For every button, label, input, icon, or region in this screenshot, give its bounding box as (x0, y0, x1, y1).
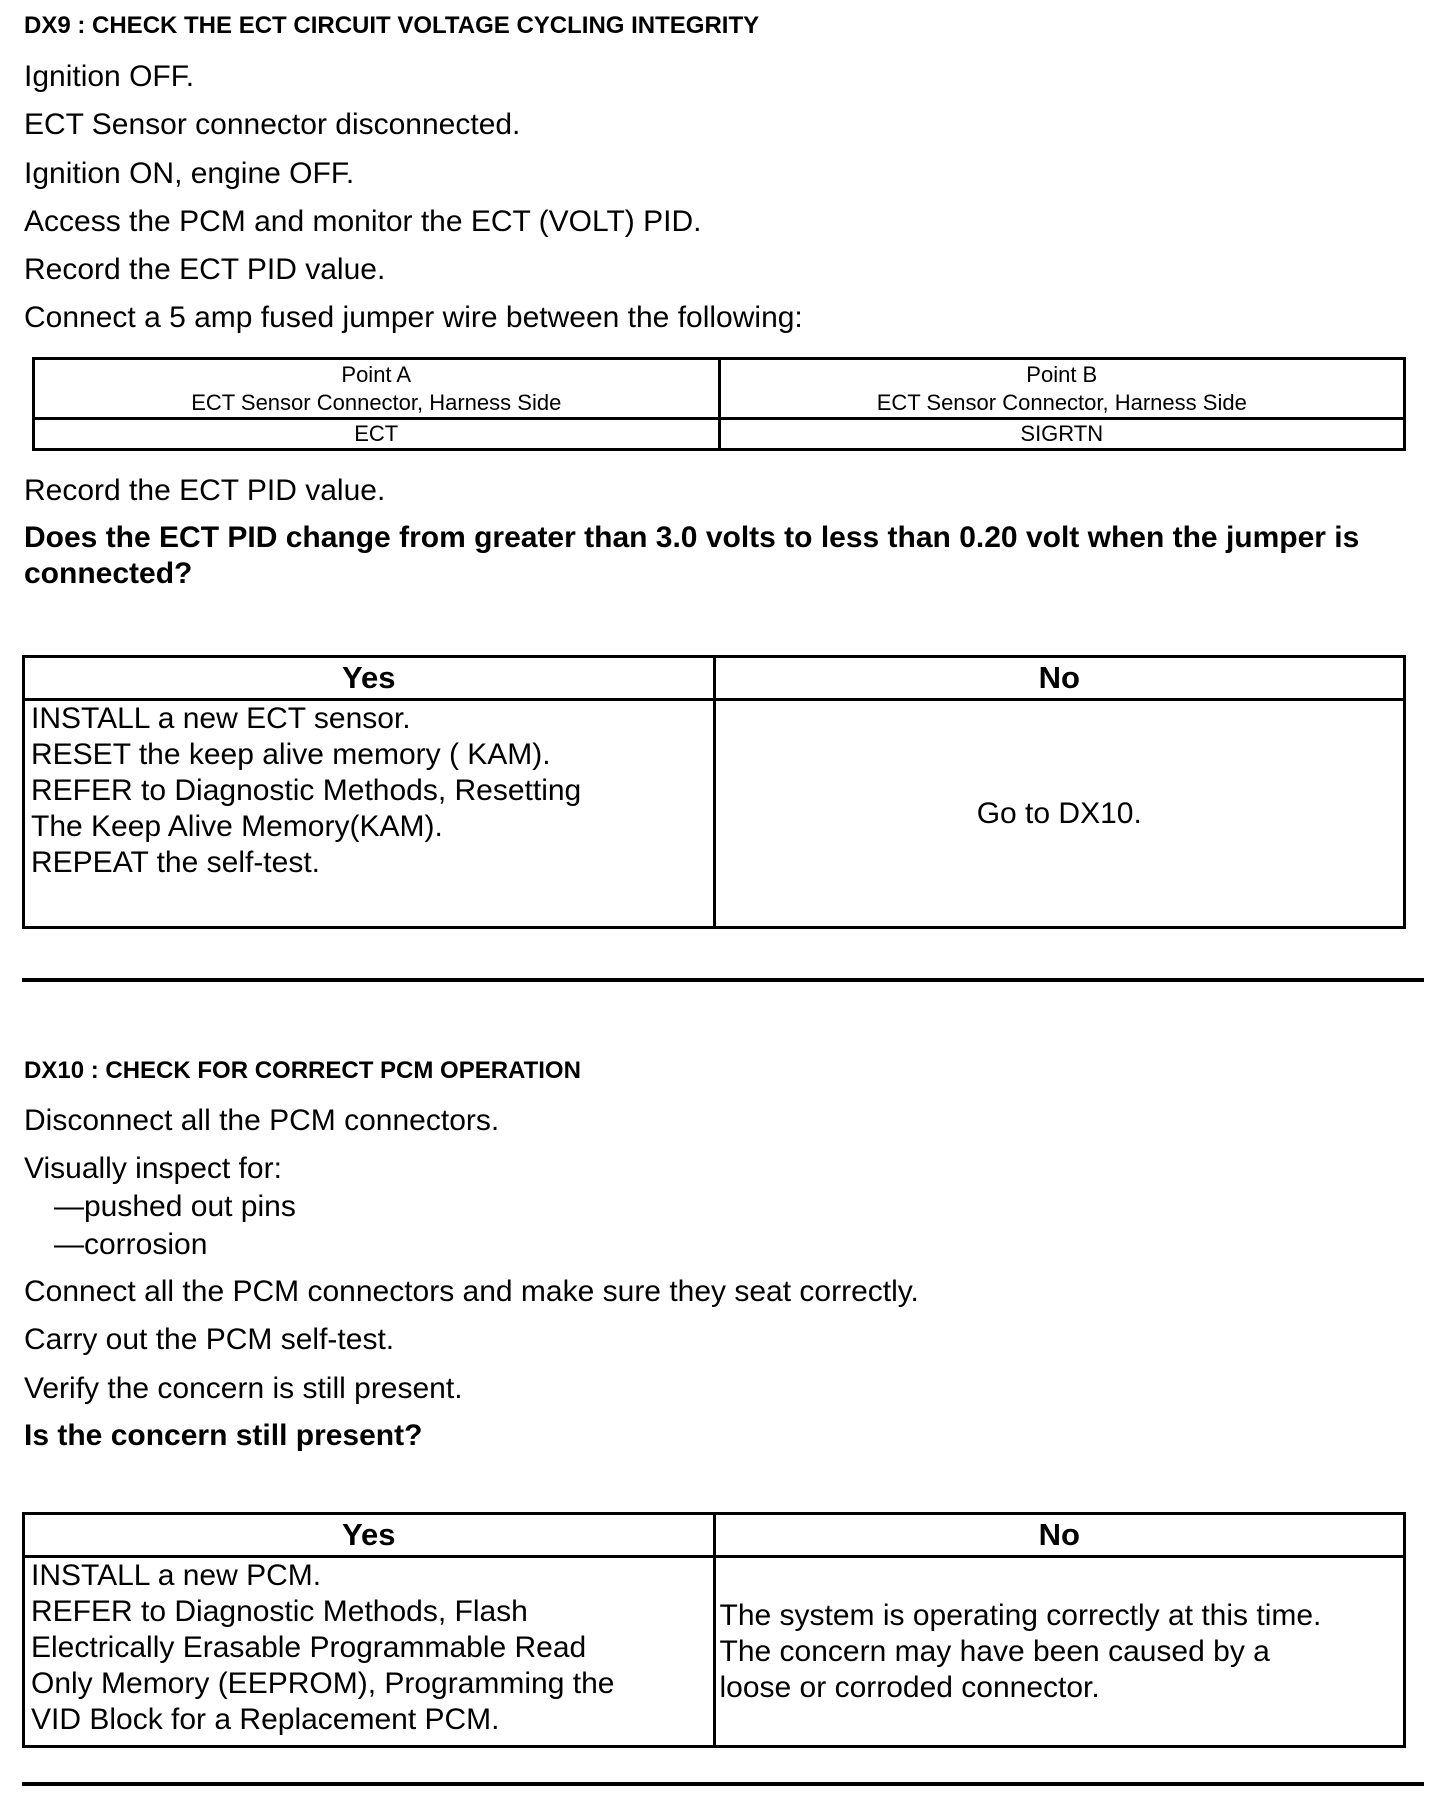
dx10-result-body-row (24, 1557, 1405, 1747)
dx10-no-line: loose or corroded connector. (719, 1670, 1100, 1704)
dx10-step-disconnect: Disconnect all the PCM connectors. (24, 1104, 500, 1137)
dx10-step-connect: Connect all the PCM connectors and make sure they seat correctly. (24, 1275, 919, 1308)
dx10-step-inspect: Visually inspect for: (24, 1152, 282, 1185)
point-b-header (719, 359, 1405, 419)
dx9-question: Does the ECT PID change from greater than 3.0 volts to less than 0.20 volt when the jumper is connected? (24, 521, 1360, 590)
point-b-subtitle: ECT Sensor Connector, Harness Side (876, 389, 1247, 415)
dx9-step-ignition-off: Ignition OFF. (24, 60, 195, 93)
point-b-title: Point B (1026, 361, 1098, 387)
dx9-yes-line: INSTALL a new ECT sensor. (31, 702, 411, 735)
dx10-result-table (22, 1512, 1406, 1748)
dx9-result-header-row (24, 657, 1405, 700)
point-a-header (34, 359, 720, 419)
dx9-result-table (22, 655, 1406, 929)
dx10-no-header: No (714, 1514, 1405, 1557)
point-a-title: Point A (341, 361, 412, 387)
dx10-step-verify: Verify the concern is still present. (24, 1372, 463, 1405)
dx10-yes-header: Yes (24, 1514, 715, 1557)
dx10-step-self-test: Carry out the PCM self-test. (24, 1323, 395, 1356)
dx9-step-ignition-on: Ignition ON, engine OFF. (24, 157, 355, 190)
dx10-yes-line: VID Block for a Replacement PCM. (31, 1703, 500, 1736)
dx9-step-connect-jumper: Connect a 5 amp fused jumper wire between the following: (24, 301, 803, 334)
point-a-subtitle: ECT Sensor Connector, Harness Side (191, 389, 562, 415)
dx10-result-header-row (24, 1514, 1405, 1557)
dx10-no-line: The concern may have been caused by a (719, 1634, 1270, 1668)
jumper-table-value-row (34, 419, 1405, 450)
dx9-yes-line: RESET the keep alive memory ( KAM). (31, 738, 551, 771)
section-divider (22, 978, 1424, 982)
dx9-yes-line: REFER to Diagnostic Methods, Resetting (31, 774, 582, 807)
jumper-table (32, 357, 1406, 451)
dx10-no-cell (714, 1557, 1405, 1747)
dx10-yes-line: REFER to Diagnostic Methods, Flash (31, 1595, 528, 1628)
dx9-step-monitor-pid: Access the PCM and monitor the ECT (VOLT) PID. (24, 205, 702, 238)
dx9-step-record-pid: Record the ECT PID value. (24, 253, 386, 286)
dx10-inspect-item: —corrosion (54, 1228, 208, 1261)
dx9-step-connector-disconnected: ECT Sensor connector disconnected. (24, 108, 521, 141)
dx9-yes-line: The Keep Alive Memory(KAM). (31, 810, 443, 843)
dx10-question: Is the concern still present? (24, 1419, 423, 1452)
point-b-value: SIGRTN (719, 419, 1405, 450)
jumper-table-header-row (34, 359, 1405, 419)
dx10-yes-line: Electrically Erasable Programmable Read (31, 1631, 587, 1664)
point-a-value: ECT (34, 419, 720, 450)
dx9-yes-line: REPEAT the self-test. (31, 846, 320, 879)
dx10-yes-line: INSTALL a new PCM. (31, 1559, 322, 1592)
dx9-heading: DX9 : CHECK THE ECT CIRCUIT VOLTAGE CYCLING INTEGRITY (24, 12, 760, 39)
dx9-result-body-row (24, 700, 1405, 928)
dx9-yes-header: Yes (24, 657, 715, 700)
dx10-no-line: The system is operating correctly at this time. (719, 1598, 1322, 1632)
dx9-no-header: No (714, 657, 1405, 700)
dx10-inspect-item: —pushed out pins (54, 1190, 296, 1223)
dx9-yes-cell (24, 700, 715, 928)
dx9-step-record-pid-again: Record the ECT PID value. (24, 474, 386, 507)
dx10-heading: DX10 : CHECK FOR CORRECT PCM OPERATION (24, 1057, 581, 1084)
dx10-yes-line: Only Memory (EEPROM), Programming the (31, 1667, 615, 1700)
bottom-divider (22, 1782, 1424, 1786)
dx10-yes-cell (24, 1557, 715, 1747)
dx9-no-cell: Go to DX10. (714, 700, 1405, 928)
